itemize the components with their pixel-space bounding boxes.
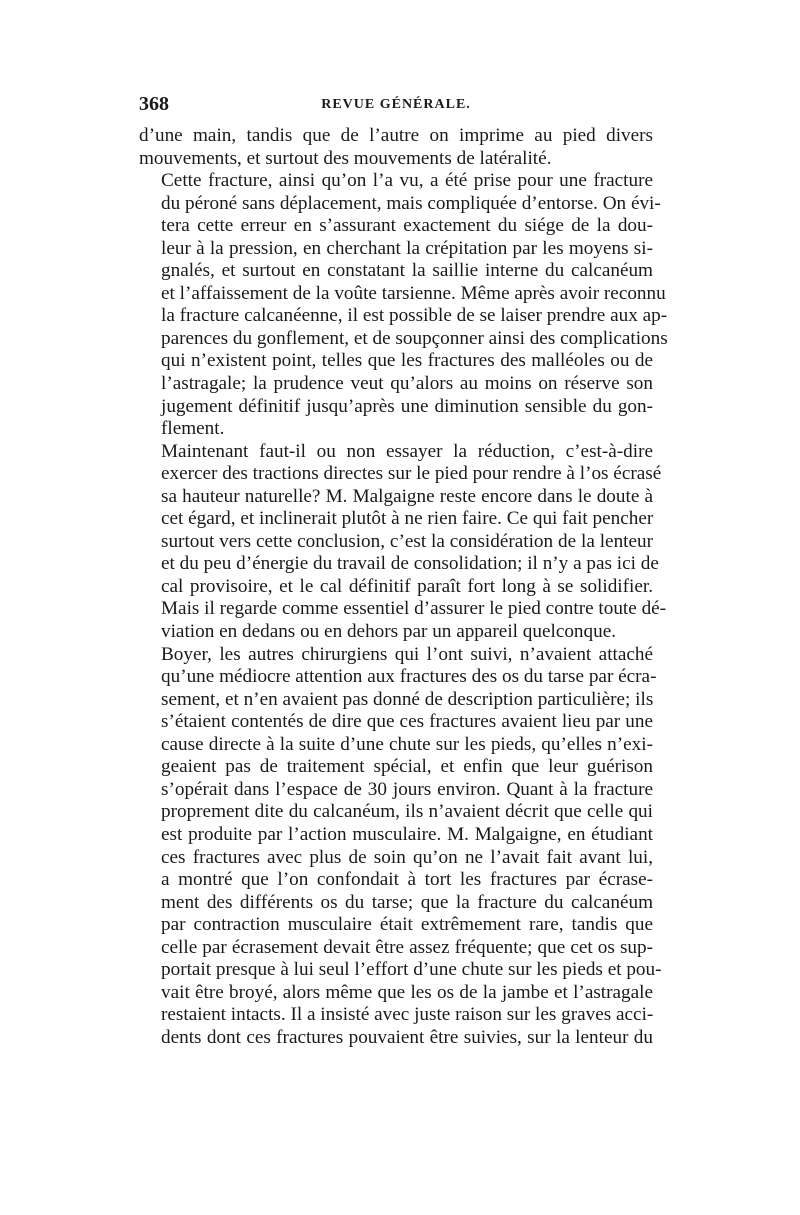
text-line: du péroné sans déplacement, mais compliquée d’entorse. On évi- <box>161 192 661 214</box>
book-page <box>139 93 668 1049</box>
text-line: Boyer, les autres chirurgiens qui l’ont suivi, n’avaient attaché <box>161 643 653 665</box>
text-line: cet égard, et inclinerait plutôt à ne rien faire. Ce qui fait pencher <box>161 508 654 530</box>
text-line: Cette fracture, ainsi qu’on l’a vu, a été prise pour une fracture <box>161 170 653 192</box>
text-line: et du peu d’énergie du travail de consolidation; il n’y a pas ici de <box>161 553 659 575</box>
text-line: ces fractures avec plus de soin qu’on ne l’avait fait avant lui, <box>161 846 653 868</box>
text-line: jugement définitif jusqu’après une diminution sensible du gon- <box>161 395 653 417</box>
text-line: Mais il regarde comme essentiel d’assurer le pied contre toute dé- <box>161 598 667 620</box>
text-line: s’opérait dans l’espace de 30 jours environ. Quant à la fracture <box>161 778 653 800</box>
text-line: dents dont ces fractures pouvaient être suivies, sur la lenteur du <box>161 1026 653 1048</box>
text-line: proprement dite du calcanéum, ils n’avaient décrit que celle qui <box>161 801 653 823</box>
text-line: qu’une médiocre attention aux fractures des os du tarse par écra- <box>161 666 657 688</box>
page-header <box>139 93 653 119</box>
running-title: REVUE GÉNÉRALE. <box>321 97 471 112</box>
text-line: sement, et n’en avaient pas donné de description particulière; ils <box>161 688 654 710</box>
text-line: mouvements, et surtout des mouvements de latéralité. <box>139 147 552 169</box>
text-line: parences du gonflement, et de soupçonner ainsi des complications <box>161 327 668 349</box>
text-line: qui n’existent point, telles que les fractures des malléoles ou de <box>161 350 653 372</box>
text-line: portait presque à lui seul l’effort d’une chute sur les pieds et pou- <box>161 959 662 981</box>
text-line: la fracture calcanéenne, il est possible de se laiser prendre aux ap- <box>161 305 668 327</box>
paragraph <box>139 440 667 644</box>
text-line: sa hauteur naturelle? M. Malgaigne reste encore dans le doute à <box>161 485 653 507</box>
text-line: et l’affaissement de la voûte tarsienne. Même après avoir reconnu <box>161 282 666 304</box>
text-line: viation en dedans ou en dehors par un appareil quelconque. <box>161 621 617 643</box>
text-line: gnalés, et surtout en constatant la saillie interne du calcanéum <box>161 260 653 282</box>
paragraph <box>139 643 662 1050</box>
text-line: ment des différents os du tarse; que la fracture du calcanéum <box>161 891 653 913</box>
text-line: cause directe à la suite d’une chute sur les pieds, qu’elles n’exi- <box>161 733 653 755</box>
paragraph <box>139 125 653 170</box>
text-line: exercer des tractions directes sur le pied pour rendre à l’os écrasé <box>161 463 662 485</box>
text-line: s’étaient contentés de dire que ces fractures avaient lieu par une <box>161 711 653 733</box>
text-line: celle par écrasement devait être assez fréquente; que cet os sup- <box>161 936 653 958</box>
paragraph <box>139 170 668 441</box>
text-line: surtout vers cette conclusion, c’est la considération de la lenteur <box>161 530 653 552</box>
text-line: flement. <box>161 418 225 440</box>
text-line: restaient intacts. Il a insisté avec juste raison sur les graves acci- <box>161 1004 654 1026</box>
text-line: geaient pas de traitement spécial, et enfin que leur guérison <box>161 756 653 778</box>
text-line: Maintenant faut-il ou non essayer la réduction, c’est-à-dire <box>161 440 653 462</box>
page-number: 368 <box>139 93 169 115</box>
text-line: par contraction musculaire était extrêmement rare, tandis que <box>161 914 653 936</box>
text-line: d’une main, tandis que de l’autre on imprime au pied divers <box>139 125 653 146</box>
text-line: cal provisoire, et le cal définitif paraît fort long à se solidifier. <box>161 575 653 597</box>
text-line: est produite par l’action musculaire. M. Malgaigne, en étudiant <box>161 823 653 845</box>
text-line: vait être broyé, alors même que les os de la jambe et l’astragale <box>161 981 653 1003</box>
text-line: tera cette erreur en s’assurant exactement du siége de la dou- <box>161 215 653 237</box>
text-line: leur à la pression, en cherchant la crépitation par les moyens si- <box>161 237 653 259</box>
text-line: a montré que l’on confondait à tort les fractures par écrase- <box>161 869 653 891</box>
body-text <box>139 125 668 1049</box>
text-line: l’astragale; la prudence veut qu’alors au moins on réserve son <box>161 373 653 395</box>
